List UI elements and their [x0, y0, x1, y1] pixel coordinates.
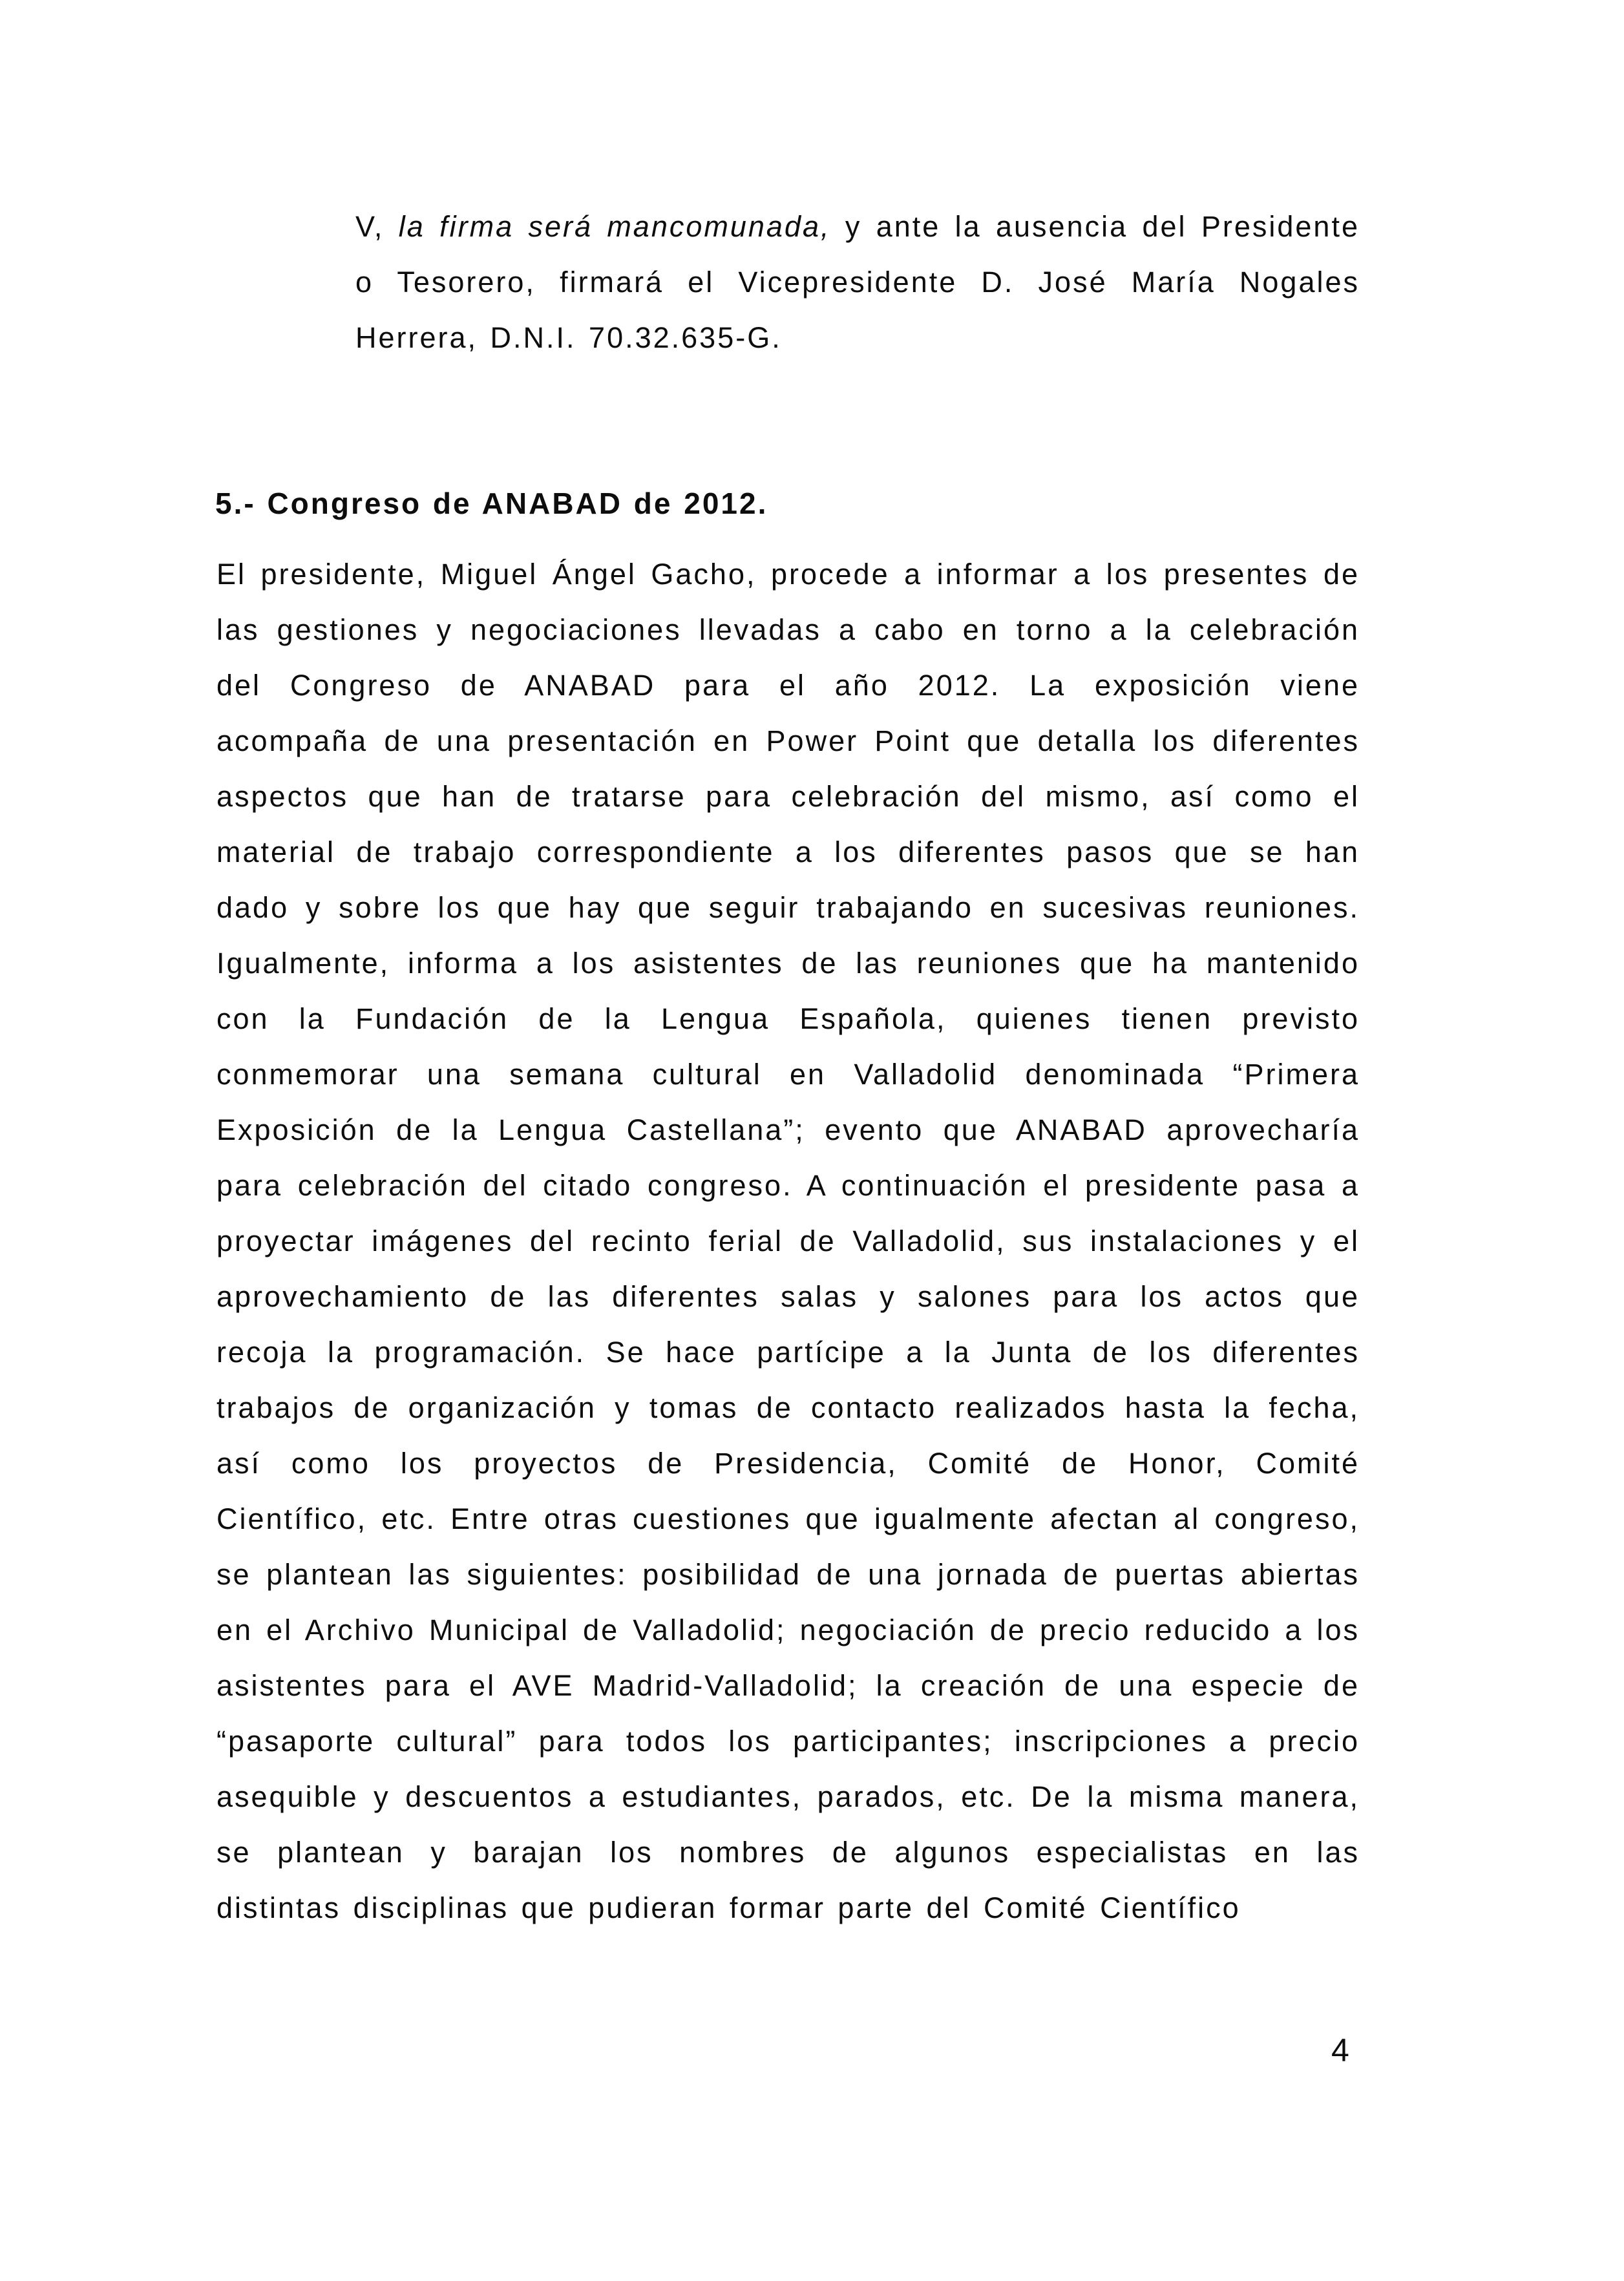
clause-rest: y ante la ausencia del Presidente o Tesorero, firmará el Vicepresidente D. José María Nogales Herrera, D.N.I. 70.32.635-G.	[355, 210, 1360, 354]
section-heading: 5.- Congreso de ANABAD de 2012.	[215, 487, 768, 520]
clause-paragraph	[355, 199, 1360, 366]
body-paragraph: El presidente, Miguel Ángel Gacho, procede a informar a los presentes de las gestiones y negociaciones llevadas a cabo en torno a la celebración del Congreso de ANABAD para el año 2012. La exposición viene acompaña de una presentación en Power Point que detalla los diferentes aspectos que han de tratarse para celebración del mismo, así como el material de trabajo correspondiente a los diferentes pasos que se han dado y sobre los que hay que seguir trabajando en sucesivas reuniones. Igualmente, informa a los asistentes de las reuniones que ha mantenido con la Fundación de la Lengua Española, quienes tienen previsto conmemorar una semana cultural en Valladolid denominada “Primera Exposición de la Lengua Castellana”; evento que ANABAD aprovecharía para celebración del citado congreso. A continuación el presidente pasa a proyectar imágenes del recinto ferial de Valladolid, sus instalaciones y el aprovechamiento de las diferentes salas y salones para los actos que recoja la programación. Se hace partícipe a la Junta de los diferentes trabajos de organización y tomas de contacto realizados hasta la fecha, así como los proyectos de Presidencia, Comité de Honor, Comité Científico, etc. Entre otras cuestiones que igualmente afectan al congreso, se plantean las siguientes: posibilidad de una jornada de puertas abiertas en el Archivo Municipal de Valladolid; negociación de precio reducido a los asistentes para el AVE Madrid-Valladolid; la creación de una especie de “pasaporte cultural” para todos los participantes; inscripciones a precio asequible y descuentos a estudiantes, parados, etc. De la misma manera, se plantean y barajan los nombres de algunos especialistas en las distintas disciplinas que pudieran formar parte del Comité Científico	[216, 558, 1360, 1924]
clause-italic-phrase: la firma será mancomunada,	[398, 210, 831, 243]
clause-prefix: V,	[355, 210, 399, 243]
page-number: 4	[1331, 2032, 1349, 2068]
